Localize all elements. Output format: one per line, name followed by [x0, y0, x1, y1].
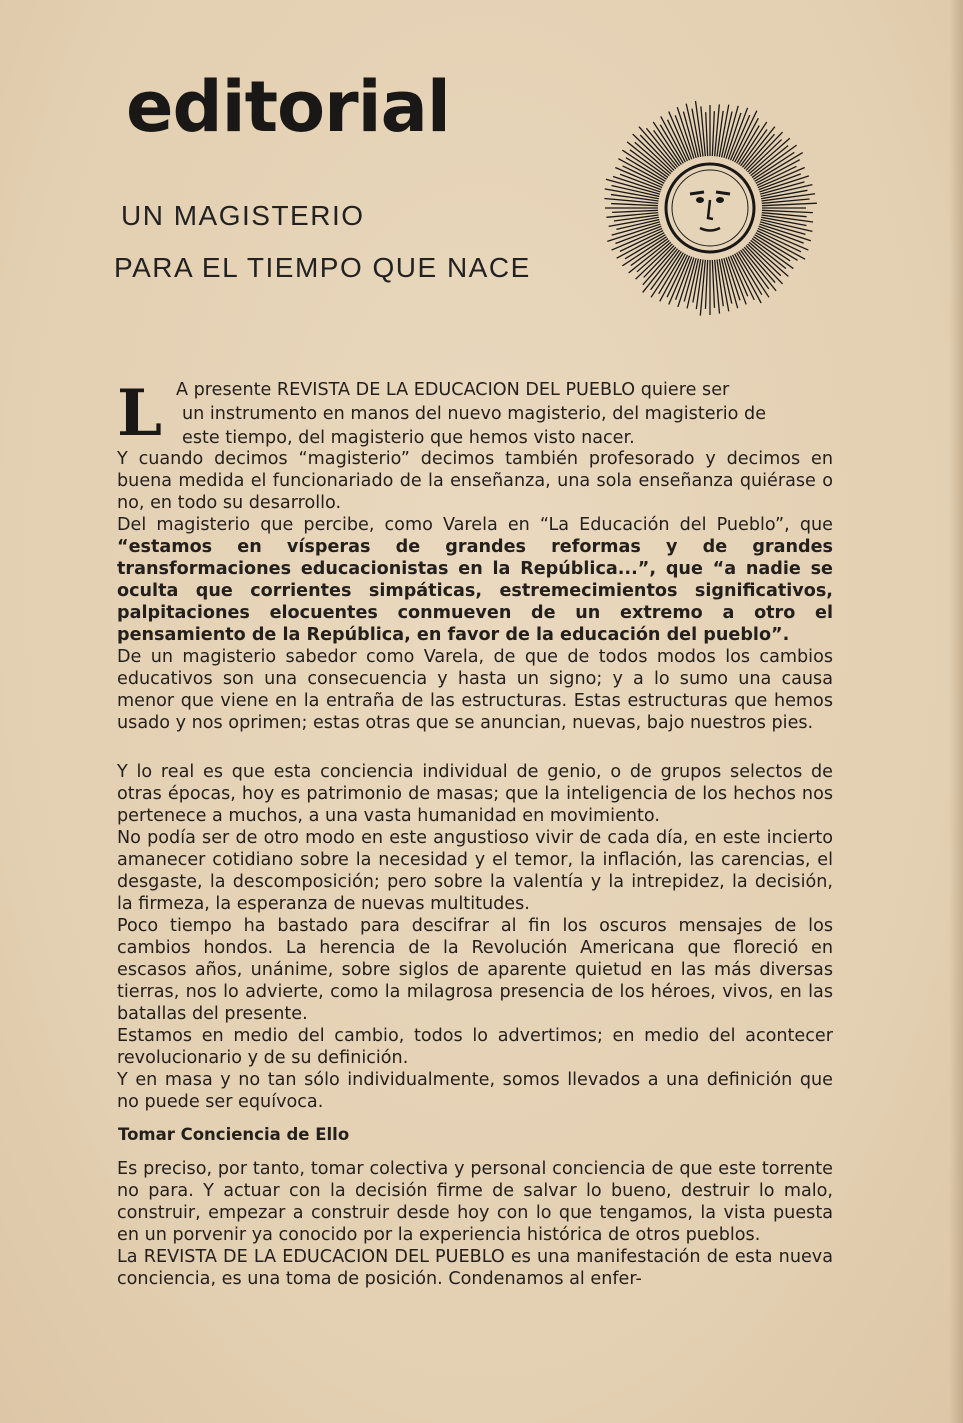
intro-line-2: un instrumento en manos del nuevo magisterio, del magisterio de [182, 404, 767, 424]
drop-cap: L [117, 376, 162, 451]
article-body-part-3 [117, 1158, 833, 1290]
quote-bold: “estamos en vísperas de grandes reformas y de grandes transformaciones educacionistas en la República...”, que “a nadie se oculta que corrientes simpáticas, estremecimientos significativos, palpitaciones elocuentes conmueven de un extremo a otro el pensamiento de la República, en favor de la educación del pueblo”. [117, 537, 833, 645]
headline-line-2: PARA EL TIEMPO QUE NACE [114, 252, 531, 283]
headline-line-1: UN MAGISTERIO [121, 200, 365, 231]
paragraph: Estamos en medio del cambio, todos lo advertimos; en medio del acontecer revolucionario y de su definición. [117, 1026, 833, 1068]
article-body-part-2 [117, 761, 833, 1113]
paragraph: Y en masa y no tan sólo individualmente, somos llevados a una definición que no puede ser equívoca. [117, 1070, 833, 1112]
paragraph: Es preciso, por tanto, tomar colectiva y personal conciencia de que este torrente no para. Y actuar con la decisión firme de salvar lo bueno, destruir lo malo, construir, empezar a construir desde hoy con lo que tengamos, la vista puesta en un porvenir ya conocido por la experiencia histórica de otros pueblos. [117, 1159, 833, 1245]
paragraph: No podía ser de otro modo en este angustioso vivir de cada día, en este incierto amanecer cotidiano sobre la necesidad y el temor, la inflación, las carencias, el desgaste, la descomposición; pero sobre la valentía y la intrepidez, la decisión, la firmeza, la esperanza de nuevas multitudes. [117, 828, 833, 914]
paragraph: La REVISTA DE LA EDUCACION DEL PUEBLO es una manifestación de esta nueva conciencia, es una toma de posición. Condenamos al enfer- [117, 1247, 833, 1289]
article-body-part-1 [117, 448, 833, 734]
intro-lines [176, 378, 833, 450]
paragraph [117, 514, 833, 646]
paragraph: Y lo real es que esta conciencia individual de genio, o de grupos selectos de otras épocas, hoy es patrimonio de masas; que la inteligencia de los hechos nos pertenece a muchos, a una vasta humanidad en movimiento. [117, 762, 833, 826]
intro-line-3: este tiempo, del magisterio que hemos visto nacer. [182, 428, 635, 448]
intro-line-1: A presente REVISTA DE LA EDUCACION DEL PUEBLO quiere ser [176, 380, 730, 400]
paragraph: De un magisterio sabedor como Varela, de que de todos modos los cambios educativos son una consecuencia y hasta un signo; y a lo sumo una causa menor que viene en la entraña de las estructuras. Estas estructuras que hemos usado y nos oprimen; estas otras que se anuncian, nuevas, bajo nuestros pies. [117, 647, 833, 733]
page-edge [949, 0, 963, 1423]
section-title: Tomar Conciencia de Ello [118, 1125, 350, 1144]
sun-face-icon [596, 94, 822, 326]
masthead: editorial [126, 66, 450, 148]
paragraph: Y cuando decimos “magisterio” decimos también profesorado y decimos en buena medida el funcionariado de la enseñanza, una sola enseñanza quiérase o no, en todo su desarrollo. [117, 449, 833, 513]
paragraph: Poco tiempo ha bastado para descifrar al fin los oscuros mensajes de los cambios hondos. La herencia de la Revolución Americana que floreció en escasos años, unánime, sobre siglos de aparente quietud en las más diversas tierras, nos lo advierte, como la milagrosa presencia de los héroes, vivos, en las batallas del presente. [117, 916, 833, 1024]
paragraph-lead: Del magisterio que percibe, como Varela en “La Educación del Pueblo”, que [117, 515, 833, 535]
